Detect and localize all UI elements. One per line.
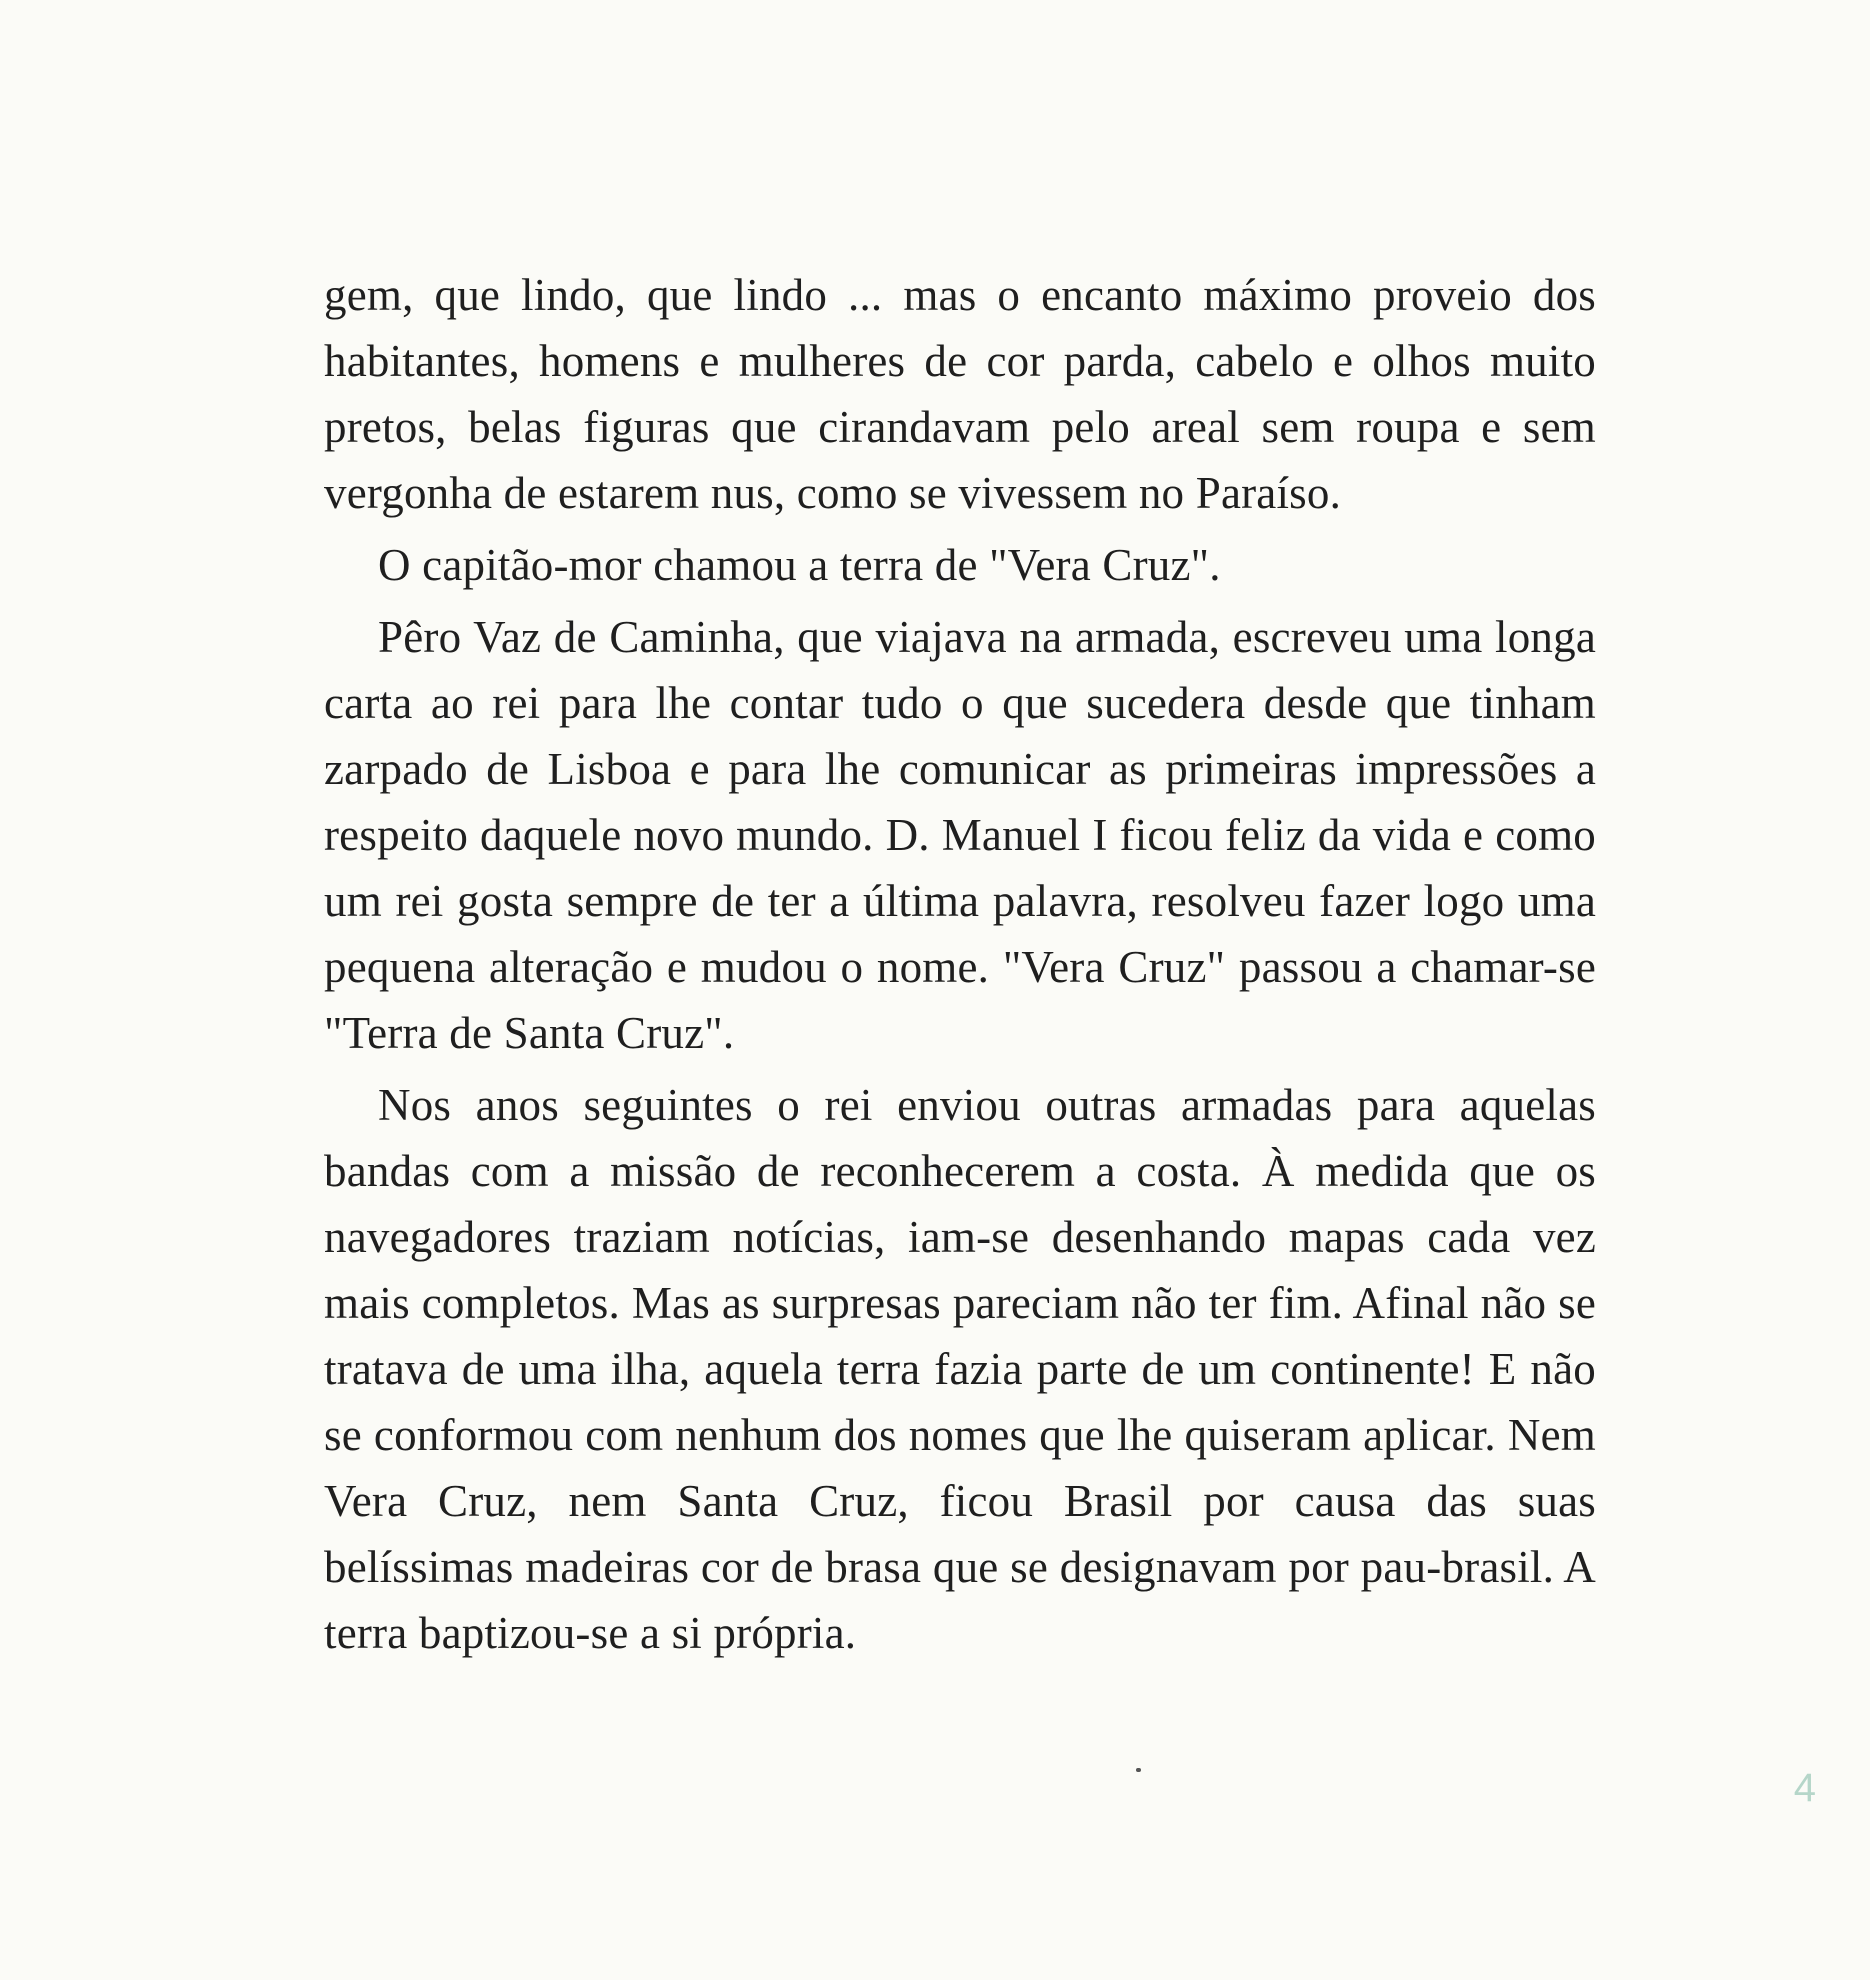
page-number: 4 xyxy=(1793,1766,1816,1810)
paragraph-2: O capitão-mor chamou a terra de "Vera Cruz". xyxy=(378,540,1221,590)
paragraph-4: Nos anos seguintes o rei enviou outras armadas para aquelas bandas com a missão de reconhecerem a costa. À medida que os navegadores traziam notícias, iam-se desenhando mapas cada vez mais completos. Mas as surpresas pareciam não ter fim. Afinal não se tratava de uma ilha, aquela terra fazia parte de um continente! E não se conformou com nenhum dos nomes que lhe quiseram aplicar. Nem Vera Cruz, nem Santa Cruz, ficou Brasil por causa das suas belíssimas madeiras cor de brasa que se designavam por pau-brasil. A terra baptizou-se a si própria. xyxy=(324,1080,1596,1658)
paragraph-3: Pêro Vaz de Caminha, que viajava na armada, escreveu uma longa carta ao rei para lhe contar tudo o que sucedera desde que tinham zarpado de Lisboa e para lhe comunicar as primeiras impressões a respeito daquele novo mundo. D. Manuel I ficou feliz da vida e como um rei gosta sempre de ter a última palavra, resolveu fazer logo uma pequena alteração e mudou o nome. "Vera Cruz" passou a chamar-se "Terra de Santa Cruz". xyxy=(324,612,1596,1058)
paragraph-1: gem, que lindo, que lindo ... mas o encanto máximo proveio dos habitantes, homens e mulheres de cor parda, cabelo e olhos muito pretos, belas figuras que cirandavam pelo areal sem roupa e sem vergonha de estarem nus, como se vivessem no Paraíso. xyxy=(324,270,1596,518)
print-speck xyxy=(1136,1768,1141,1772)
body-text xyxy=(324,262,1596,1672)
